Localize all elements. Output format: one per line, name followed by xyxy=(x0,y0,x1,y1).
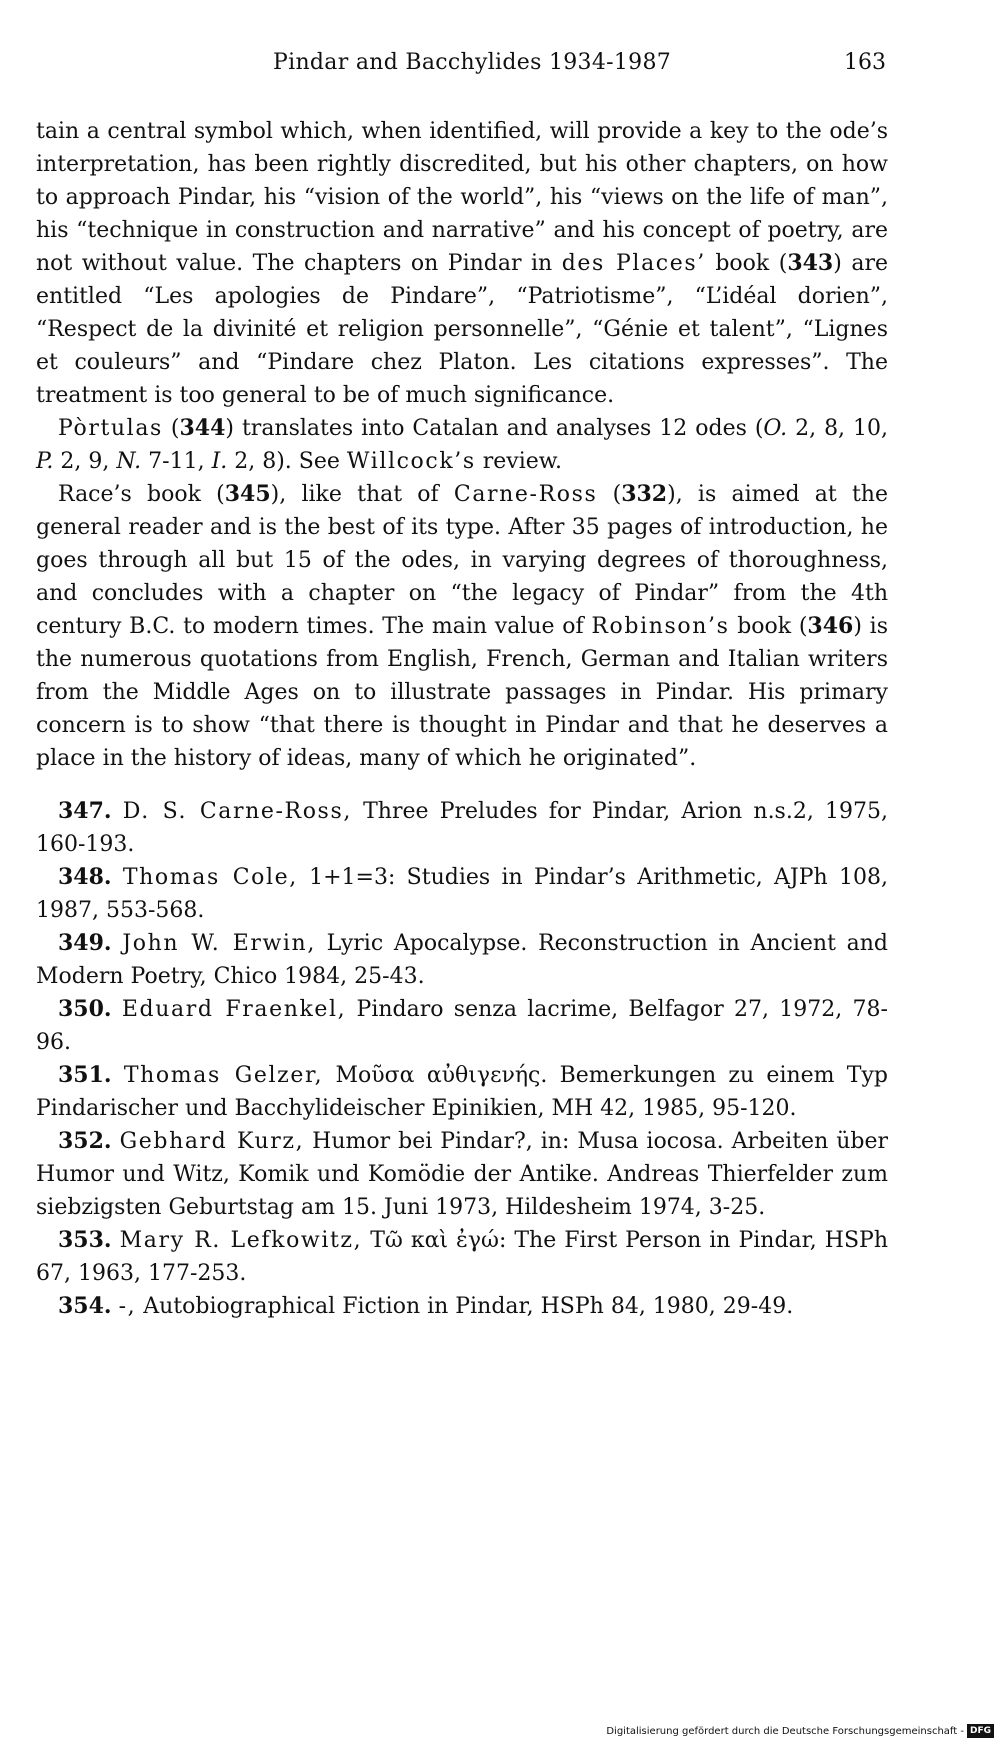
author-name: Willcock’s xyxy=(346,449,476,474)
paragraph-text: ) are entitled “Les apologies de Pindare”, “Patriotisme”, “L’idéal dorien”, “Respect de la divinité et religion personnelle”, “Génie et talent”, “Lignes et couleurs” and “Pindare chez Platon. Les citations expresses”. The treatment is too general to be of much significance. xyxy=(36,251,888,408)
running-head-title: Pindar and Bacchylides 1934-1987 xyxy=(273,50,672,75)
paragraph-text: ) is the numerous quotations from English, French, German and Italian writers from the Middle Ages on to illustrate passages in Pindar. His primary concern is to show “that there is thought in Pindar and that he deserves a place in the history of ideas, many of which he originated”. xyxy=(36,614,888,771)
entry-author: Gebhard Kurz, xyxy=(119,1129,305,1154)
bibliography-entry xyxy=(36,1224,888,1290)
bibliography-entry xyxy=(36,795,888,861)
paragraph-2 xyxy=(36,412,888,478)
bibliography-entry xyxy=(36,1059,888,1125)
entry-text: 1+1=3: Studies in Pindar’s Arithmetic, AJPh 108, 1987, 553-568. xyxy=(36,865,888,923)
body-text xyxy=(36,115,888,1323)
paragraph-text: 2, 9, xyxy=(53,449,117,474)
entry-text: Three Preludes for Pindar, Arion n.s.2, 1975, 160-193. xyxy=(36,799,888,857)
paragraph-1 xyxy=(36,115,888,412)
footer-text: Digitalisierung gefördert durch die Deutsche Forschungsgemeinschaft - xyxy=(606,1725,964,1737)
paragraph-3 xyxy=(36,478,888,775)
entry-author: Thomas Cole, xyxy=(122,865,298,890)
paragraph-text: ( xyxy=(162,416,180,441)
paragraph-text: 7-11, xyxy=(141,449,212,474)
entry-number: 348. xyxy=(58,864,112,890)
paragraph-text: ), is aimed at the general reader and is the best of its type. After 35 pages of introduction, he goes through all but 15 of the odes, in varying degrees of thoroughness, and concludes with a chapter on “the legacy of Pindar” from the 4th century B.C. to modern times. The main value of xyxy=(36,482,888,639)
reference-number: 345 xyxy=(224,481,271,507)
dfg-logo: DFG xyxy=(967,1724,994,1738)
author-name: Carne-Ross xyxy=(453,482,598,507)
entry-author: John W. Erwin, xyxy=(122,931,316,956)
entry-number: 349. xyxy=(58,930,112,956)
ode-abbrev: N. xyxy=(116,449,142,474)
bibliography-entry xyxy=(36,1290,888,1323)
paragraph-text: ( xyxy=(597,482,622,507)
entry-number: 353. xyxy=(58,1227,112,1253)
bibliography-list xyxy=(36,795,888,1323)
paragraph-text: tain a central symbol which, when identified, will provide a key to the ode’s interpretation, has been rightly discredited, but his other chapters, on how to approach Pindar, his “vision of the world”, his “views on the life of man”, his “technique in construction and narrative” and his concept of poetry, are not without value. The chapters on Pindar in xyxy=(36,119,888,276)
entry-author: Thomas Gelzer, xyxy=(123,1063,324,1088)
entry-author: -, xyxy=(118,1294,137,1319)
entry-text: Humor bei Pindar?, in: Musa iocosa. Arbeiten über Humor und Witz, Komik und Komödie der Antike. Andreas Thierfelder zum siebzigsten Geburtstag am 15. Juni 1973, Hildesheim 1974, 3-25. xyxy=(36,1129,889,1220)
paragraph-text: book ( xyxy=(729,614,808,639)
running-head xyxy=(36,50,886,90)
entry-number: 351. xyxy=(58,1062,112,1088)
entry-number: 352. xyxy=(58,1128,112,1154)
paragraph-text: review. xyxy=(475,449,562,474)
paragraph-text: ) translates into Catalan and analyses 12 odes ( xyxy=(225,416,764,441)
paragraph-text: 2, 8, 10, xyxy=(787,416,888,441)
ode-abbrev: P. xyxy=(36,449,54,474)
paragraph-text: ), like that of xyxy=(270,482,454,507)
entry-text: Μοῦσα αὐθιγενής. Bemerkungen zu einem Typ Pindarischer und Bacchylideischer Epinikien, MH 42, 1985, 95-120. xyxy=(36,1063,888,1121)
entry-author: D. S. Carne-Ross, xyxy=(122,799,352,824)
author-name: Pòrtulas xyxy=(58,416,163,441)
bibliography-entry xyxy=(36,993,888,1059)
entry-author: Mary R. Lefkowitz, xyxy=(119,1228,363,1253)
author-name: Robinson’s xyxy=(591,614,730,639)
ode-abbrev: I. xyxy=(211,449,228,474)
bibliography-entry xyxy=(36,1125,888,1224)
paragraph-text: book ( xyxy=(705,251,788,276)
entry-text: Lyric Apocalypse. Reconstruction in Ancient and Modern Poetry, Chico 1984, 25-43. xyxy=(36,931,888,989)
entry-author: Eduard Fraenkel, xyxy=(121,997,347,1022)
entry-number: 347. xyxy=(58,798,112,824)
bibliography-entry xyxy=(36,861,888,927)
reference-number: 332 xyxy=(621,481,668,507)
reference-number: 344 xyxy=(179,415,226,441)
author-name: des Places’ xyxy=(561,251,706,276)
entry-text: Τῶ καὶ ἐγώ: The First Person in Pindar, HSPh 67, 1963, 177-253. xyxy=(36,1228,888,1286)
page-number: 163 xyxy=(844,50,886,75)
digitization-footer xyxy=(606,1723,994,1739)
paragraph-text: Race’s book ( xyxy=(58,482,225,507)
entry-number: 350. xyxy=(58,996,112,1022)
ode-abbrev: O. xyxy=(763,416,788,441)
bibliography-entry xyxy=(36,927,888,993)
paragraph-text: 2, 8). See xyxy=(227,449,347,474)
entry-number: 354. xyxy=(58,1293,112,1319)
reference-number: 343 xyxy=(787,250,834,276)
reference-number: 346 xyxy=(807,613,854,639)
entry-text: Pindaro senza lacrime, Belfagor 27, 1972, 78-96. xyxy=(36,997,888,1055)
entry-text: Autobiographical Fiction in Pindar, HSPh 84, 1980, 29-49. xyxy=(136,1294,794,1319)
